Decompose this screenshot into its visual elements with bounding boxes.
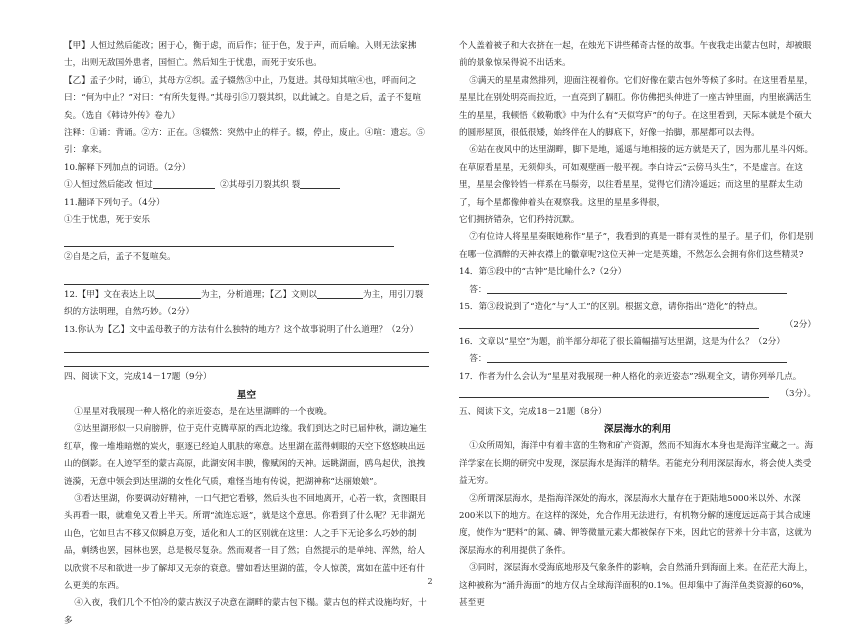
question-10b: ②其母引刀裂其织 裂 bbox=[220, 180, 301, 191]
right-column bbox=[459, 38, 816, 612]
question-17-score: （3分）。 bbox=[780, 389, 816, 400]
answer-label-14: 答： bbox=[469, 284, 487, 295]
star-para-4-cont: 个人盖着被子和大衣挤在一起，在烛光下讲些稀奇古怪的故事。午夜我走出蒙古包时，却被眼前的景象惊呆得说不出话来。 bbox=[459, 41, 812, 69]
section-5-heading: 五、阅读下文，完成18－21题（8分） bbox=[459, 406, 607, 417]
deep-para-2: ②所谓深层海水，是指海洋深处的海水，深层海水大量存在于距陆地5000米以外、水深200米以下的地方。在这样的深处，允合作用无法进行，有机物分解的速度远远高于其合成速度，使作为“肥料”的氮、磷、钾等微量元素大都被保存下来，因此它的营养十分丰富，这就为深层海水的利用提供了条件。 bbox=[459, 493, 812, 556]
answer-line-13a[interactable] bbox=[64, 342, 429, 353]
answer-row-17 bbox=[459, 386, 816, 403]
star-para-6-end: 它们拥挤错杂，它们矜持沉默。 bbox=[459, 215, 580, 226]
article-title-deep-sea: 深层海水的利用 bbox=[603, 423, 672, 435]
question-13: 13.你认为【乙】文中孟母教子的方法有什么独特的地方？这个故事说明了什么道理？（2分） bbox=[64, 324, 419, 335]
answer-label-16: 答： bbox=[469, 354, 487, 365]
star-para-4: ④入夜，我们几个不怕冷的蒙古族汉子决意在湖畔的蒙古包下榻。蒙古包的样式设施均好，十多 bbox=[64, 598, 427, 626]
deep-para-3: ③同时，深层海水受海底地形及气象条件的影响，会自然涌升到海面上来。在茫茫大海上，这种被称为“涌升海面”的地方仅占全球海洋面积的0.1%。但却集中了海洋鱼类资源的60%，甚至更 bbox=[459, 563, 814, 608]
star-para-1: ①星星对我展现一种人格化的亲近姿态，是在达里湖畔的一个夜晚。 bbox=[74, 406, 333, 417]
section-4-heading: 四、阅读下文，完成14－17题（9分） bbox=[64, 372, 212, 383]
star-para-6: ⑥站在夜风中的达里湖畔，脚下是地，遥遥与地相接的远方就是天了，因为那儿星斗闪烁。在草原看星星，无须仰头，可如观壁画一般平视。李白诗云“云傍马头生”，不是虚言。在这里，星星会像铃铛一样系在马鬃旁，以往看星星，觉得它们清冷遥远；而这里的星群太生动了，每个星都像伸着头在观察我。这里的星星多得很， bbox=[459, 145, 814, 208]
star-para-2: ②达里湖形似一只肩膀胖，位于克什克腾草原的西北边缘。我们到达之时已届仲秋，湖边遍生红草，像一堆堆暗燃的炭火，驱逐已经迫人肌肤的寒意。达里湖在蓝得刺眼的天空下悠悠映出远山的倒影。在人迹罕至的蒙古高原，此湖安闲丰腴，像赋闲的天神。远眺湖面，鸥鸟起伏，浪拽涟漪，无意中领会到达里湖的女性化气质，难怪当地有传说，把湖神称“达丽娘娘”。 bbox=[64, 424, 427, 487]
passage-notes: 注释：①诵：背诵。②方：正在。③辍然：突然中止的样子。辍，停止，废止。④喧：遗忘。⑤引：拿来。 bbox=[64, 128, 425, 156]
question-11: 11.翻译下列句子。（4分） bbox=[64, 197, 165, 208]
answer-line-11a[interactable] bbox=[64, 232, 394, 247]
answer-blank-14[interactable] bbox=[487, 293, 787, 294]
question-16: 16．文章以“星空”为题，前半部分却花了很长篇幅描写达里湖，这是为什么？（2分） bbox=[459, 336, 785, 347]
answer-blank-17[interactable] bbox=[459, 397, 769, 398]
answer-blank-12a[interactable] bbox=[155, 298, 201, 299]
answer-blank-12b[interactable] bbox=[317, 298, 363, 299]
answer-blank-15[interactable] bbox=[459, 328, 759, 329]
question-10-items bbox=[64, 177, 429, 194]
answer-blank-10b[interactable] bbox=[300, 188, 340, 189]
answer-row-14 bbox=[459, 282, 816, 299]
answer-row-15 bbox=[459, 317, 816, 334]
question-11b: ②自是之后，孟子不复喧矣。 bbox=[64, 252, 176, 263]
page-number: 2 bbox=[427, 577, 433, 586]
star-para-5: ⑤满天的星星肃然排列，迎面注视着你。它们好像在蒙古包外等候了多时。在这里看星星，星星比在别处明亮而拉近，一直亮到了膈肛。你仿佛把头伸进了一座古钟里面，内里嵌满活生生的星星，我顿悟《敕勒歌》中为什么有“天似穹庐”的句子。在这里看到，天际本就是个硕大的圆形屋顶，很低很矮，始终伴在人的脚底下，好像一抬脚，那屋都可以去得。 bbox=[459, 75, 814, 139]
question-17: 17．作者为什么会认为“星星对我展现一种人格化的亲近姿态”?纵观全文，请你列举几点。 bbox=[459, 371, 802, 382]
left-column bbox=[64, 38, 429, 630]
deep-para-1: ①众所周知，海洋中有着丰富的生物和矿产资源，然而不知海水本身也是海洋宝藏之一。海洋学家在长期的研究中发现，深层海水是海洋的精华。若能充分利用深层海水，将会使人类受益无穷。 bbox=[459, 441, 814, 487]
question-10a: ①人恒过然后能改 恒过 bbox=[64, 180, 153, 191]
answer-line-13b[interactable] bbox=[64, 356, 429, 367]
passage-jia: 【甲】人恒过然后能改；困于心，衡于虑，而后作；征于色，发于声，而后喻。入则无法家拂士，出则无敌国外患者，国恒亡。然后知生于忧患，而死于安乐也。 bbox=[64, 41, 417, 69]
answer-row-16 bbox=[459, 351, 816, 368]
answer-blank-16[interactable] bbox=[487, 362, 787, 363]
question-12 bbox=[64, 287, 429, 322]
question-10: 10.解释下列加点的词语。（2分） bbox=[64, 162, 191, 173]
question-12-part2: 为主，分析道理；【乙】文则以 bbox=[201, 289, 318, 300]
star-para-3: ③看达里湖，你要调动好精神，一口气把它看够，然后头也不回地离开，心若一软，贪图眼目头再看一眼，就难免又看上半天。所谓“流连忘返”，就是这个意思。你看到了什么呢？无非湖光山色，它如旦古不移又似瞬息万变，适化和人工的区别就在这里：人之手下无论多么巧妙的制品，刺绣也罢，园林也罢，总是极尽复杂。然而观者一目了然；自然提示的是单纯、浑然，给人以欣赏不尽和欲进一步了解却又无奈的衰意。譬如看达里湖的蓝，令人惊羡，寓如在蓝中还有什么更美的东西。 bbox=[64, 493, 427, 591]
question-12-part3: 为主，用引刀裂织的方法明理，自然巧妙。（2分） bbox=[64, 289, 424, 318]
answer-line-11b[interactable] bbox=[64, 270, 429, 285]
article-title-star: 星空 bbox=[236, 389, 257, 401]
question-14: 14．第⑤段中的“古钟”是比喻什么?（2分） bbox=[459, 267, 627, 278]
question-15-score: （2分） bbox=[784, 319, 816, 330]
question-15: 15．第③段说到了“造化”与“人工”的区别。根据文意，请你指出“造化”的特点。 bbox=[459, 302, 763, 313]
answer-blank-10a[interactable] bbox=[153, 188, 215, 189]
passage-yi: 【乙】孟子少时，诵①，其母方②织。孟子辍然③中止，乃复进。其母知其喧④也，呼而问之曰：“何为中止？”对曰：“有所失复得。”其母引⑤刀裂其织，以此诫之。自是之后，孟子不复喧矣。（选自《韩诗外传》卷九） bbox=[64, 75, 422, 121]
star-para-7: ⑦有位诗人将星星奏眠她称作“星子”，我看到的真是一群有灵性的星子。星子们，你们是别在哪一位酒醉的天神衣襟上的徽章呢?这位天神一定是英雄，不然怎么会拥有你们这些精灵? bbox=[459, 232, 814, 260]
question-11a: ①生于忧患，死于安乐 bbox=[64, 215, 150, 226]
question-12-part1: 12.【甲】文在表达上以 bbox=[64, 289, 156, 300]
